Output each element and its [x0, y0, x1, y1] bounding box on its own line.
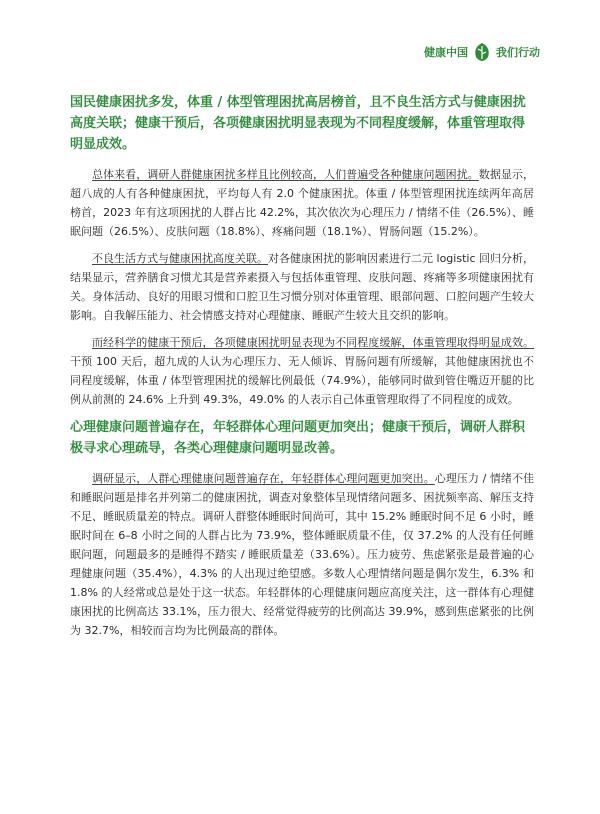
section-1-heading: 国民健康困扰多发，体重 / 体型管理困扰高居榜首，且不良生活方式与健康困扰高度关联；健康干预后，各项健康困扰明显表现为不同程度缓解，体重管理取得明显成效。 — [70, 95, 526, 152]
section-1-paragraph-2 — [70, 249, 534, 325]
paragraph-rest: 数据显示，超八成的人有各种健康困扰，平均每人有 2.0 个健康困扰。体重 / 体型管理困扰连续两年高居榜首，2023 年有这项困扰的人群占比 42.2%，其次依次为心理压力 / 情绪不佳（26.5%）、睡眠问题（26.5%）、皮肤问题（18.8%）、疼痛问题（18.1%）、胃肠问题（15.2%）。 — [70, 168, 535, 238]
section-2-paragraph-1 — [70, 469, 534, 640]
section-1-paragraph-3 — [70, 333, 534, 409]
header-right-text: 我们行动 — [496, 46, 540, 59]
section-1-paragraph-1 — [70, 165, 534, 241]
page-header — [424, 42, 540, 62]
paragraph-lead: 调研显示，人群心理健康问题普遍存在，年轻群体心理问题更加突出。 — [92, 472, 435, 485]
paragraph-rest: 心理压力 / 情绪不佳和睡眠问题是排名并列第二的健康困扰，调查对象整体呈现情绪问题多、困扰频率高、解压支持不足、睡眠质量差的特点。调研人群整体睡眠时间尚可，其中 15.2% 睡眠时间不足 6 小时，睡眠时间在 6–8 小时之间的人群占比为 73.9%，整体睡眠质量不佳，仅 37.2% 的人没有任何睡眠问题，问题最多的是睡得不踏实 / 睡眠质量差（33.6%）。压力疲劳、焦虑紧张是最普遍的心理健康问题（35.4%），4.3% 的人出现过绝望感。多数人心理情绪问题是偶尔发生，6.3% 和 1.8% 的人经常或总是处于这一状态。年轻群体的心理健康问题应高度关注，这一群体有心理健康困扰的比例高达 33.1%，压力很大、经常觉得疲劳的比例高达 39.9%，感到焦虑紧张的比例为 32.7%，相较而言均为比例最高的群体。 — [70, 472, 534, 637]
paragraph-rest: 干预 100 天后，超九成的人认为心理压力、无人倾诉、胃肠问题有所缓解，其他健康困扰也不同程度缓解，体重 / 体型管理困扰的缓解比例最低（74.9%），能够同时做到管住嘴迈开腿的比例从前测的 24.6% 上升到 49.3%，49.0% 的人表示自己体重管理取得了不同程度的成效。 — [70, 355, 534, 406]
paragraph-lead: 不良生活方式与健康困扰高度关联。 — [92, 252, 269, 265]
document-body — [70, 92, 534, 648]
leaf-icon — [472, 42, 492, 62]
paragraph-lead: 而经科学的健康干预后，各项健康困扰明显表现为不同程度缓解，体重管理取得明显成效。 — [92, 336, 534, 349]
paragraph-rest: 对各健康困扰的影响因素进行二元 logistic 回归分析，结果显示，营养膳食习惯尤其是营养素摄入与包括体重管理、皮肤问题、疼痛等多项健康困扰有关。身体活动、良好的用眼习惯和口腔卫生习惯分别对体重管理、眼部问题、口腔问题产生较大影响。自我解压能力、社会情感支持对心理健康、睡眠产生较大且交织的影响。 — [70, 252, 534, 322]
section-2-heading: 心理健康问题普遍存在，年轻群体心理问题更加突出；健康干预后，调研人群积极寻求心理疏导，各类心理健康问题明显改善。 — [70, 420, 526, 456]
header-left-text: 健康中国 — [424, 46, 468, 59]
paragraph-lead: 总体来看，调研人群健康困扰多样且比例较高，人们普遍受各种健康问题困扰。 — [92, 168, 479, 181]
